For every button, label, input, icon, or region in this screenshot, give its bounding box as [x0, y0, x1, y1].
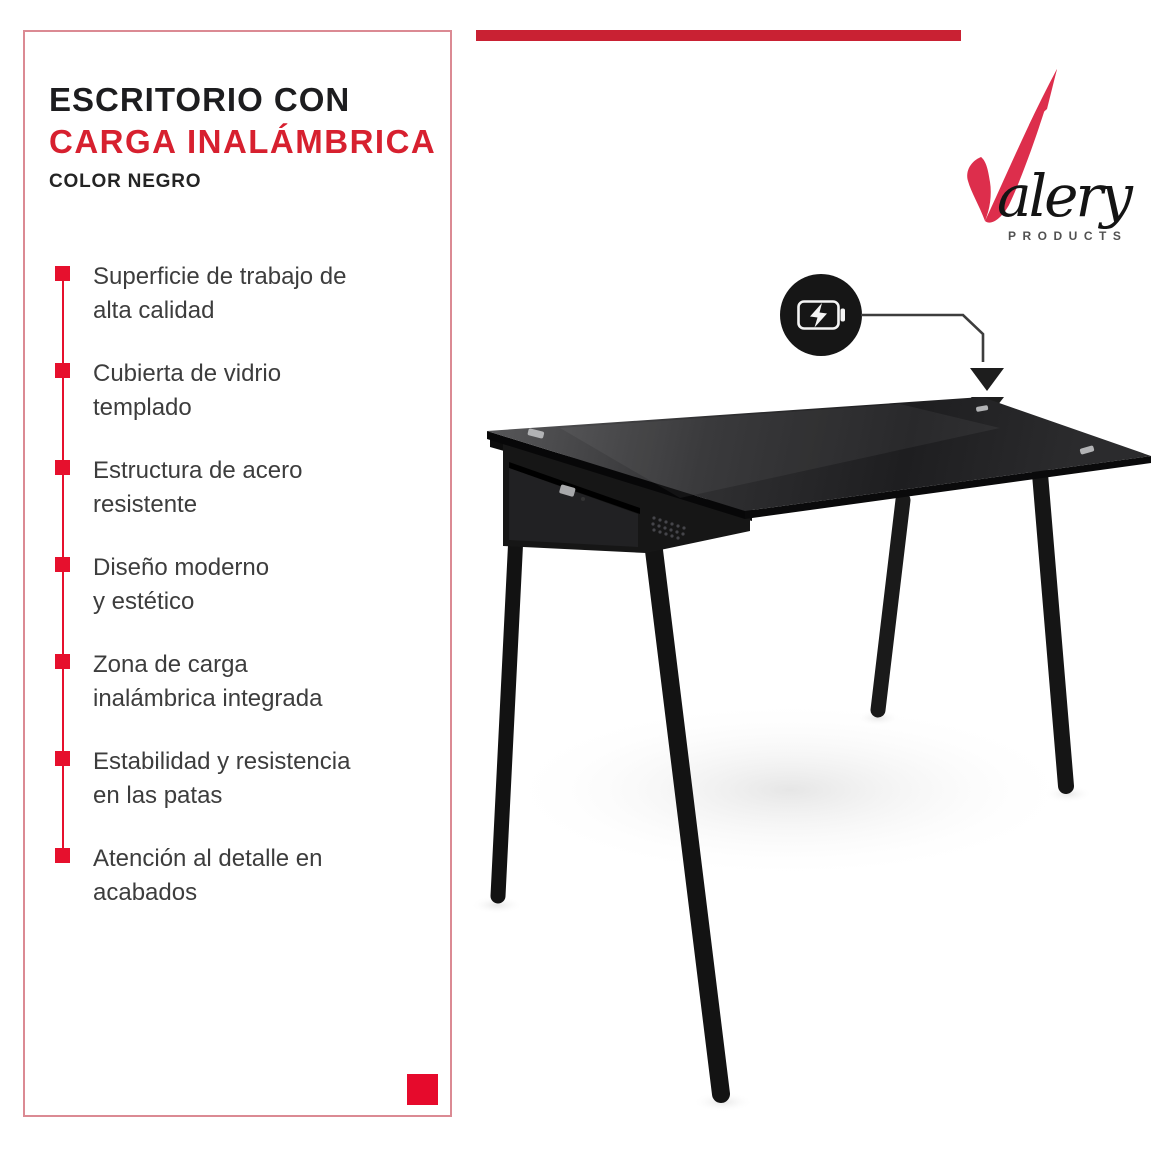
info-panel	[23, 30, 452, 1117]
feature-label	[93, 260, 423, 328]
bullet-square-icon	[55, 848, 70, 863]
corner-accent-square	[407, 1074, 438, 1105]
feature-item	[55, 648, 435, 716]
feature-item	[55, 551, 435, 619]
feature-line: Superficie de trabajo de	[93, 263, 347, 290]
bullet-square-icon	[55, 557, 70, 572]
feature-label	[93, 842, 423, 910]
page-title-line1: ESCRITORIO CON	[49, 81, 351, 118]
feature-line: Diseño moderno	[93, 554, 270, 581]
feature-line: alta calidad	[93, 297, 215, 324]
top-accent-bar	[476, 30, 961, 41]
feature-label	[93, 454, 423, 522]
feature-label	[93, 357, 423, 425]
bullet-square-icon	[55, 460, 70, 475]
feature-line: templado	[93, 394, 192, 421]
feature-line: inalámbrica integrada	[93, 685, 323, 712]
feature-line: Estructura de acero	[93, 457, 303, 484]
page-subtitle: COLOR NEGRO	[49, 171, 202, 192]
feature-list	[55, 260, 435, 939]
feature-label	[93, 551, 423, 619]
feature-line: y estético	[93, 588, 195, 615]
feature-line: Atención al detalle en	[93, 845, 323, 872]
brand-tagline: PRODUCTS	[1008, 229, 1128, 243]
feature-item	[55, 357, 435, 425]
feature-label	[93, 648, 423, 716]
feature-line: Zona de carga	[93, 651, 248, 678]
feature-label	[93, 745, 423, 813]
feature-line: acabados	[93, 879, 198, 906]
feature-line: en las patas	[93, 782, 223, 809]
feature-line: Estabilidad y resistencia	[93, 748, 351, 775]
feature-line: Cubierta de vidrio	[93, 360, 282, 387]
feature-item	[55, 260, 435, 328]
desk-illustration	[440, 380, 1176, 1170]
bullet-square-icon	[55, 654, 70, 669]
title-block	[49, 80, 436, 193]
feature-item	[55, 454, 435, 522]
feature-item	[55, 745, 435, 813]
battery-charging-icon	[780, 274, 862, 356]
bullet-square-icon	[55, 751, 70, 766]
brand-logo	[945, 55, 1165, 260]
page-title-line2: CARGA INALÁMBRICA	[49, 123, 437, 160]
brand-name: alery	[997, 162, 1130, 230]
bullet-square-icon	[55, 363, 70, 378]
feature-line: resistente	[93, 491, 198, 518]
feature-item	[55, 842, 435, 910]
bullet-square-icon	[55, 266, 70, 281]
